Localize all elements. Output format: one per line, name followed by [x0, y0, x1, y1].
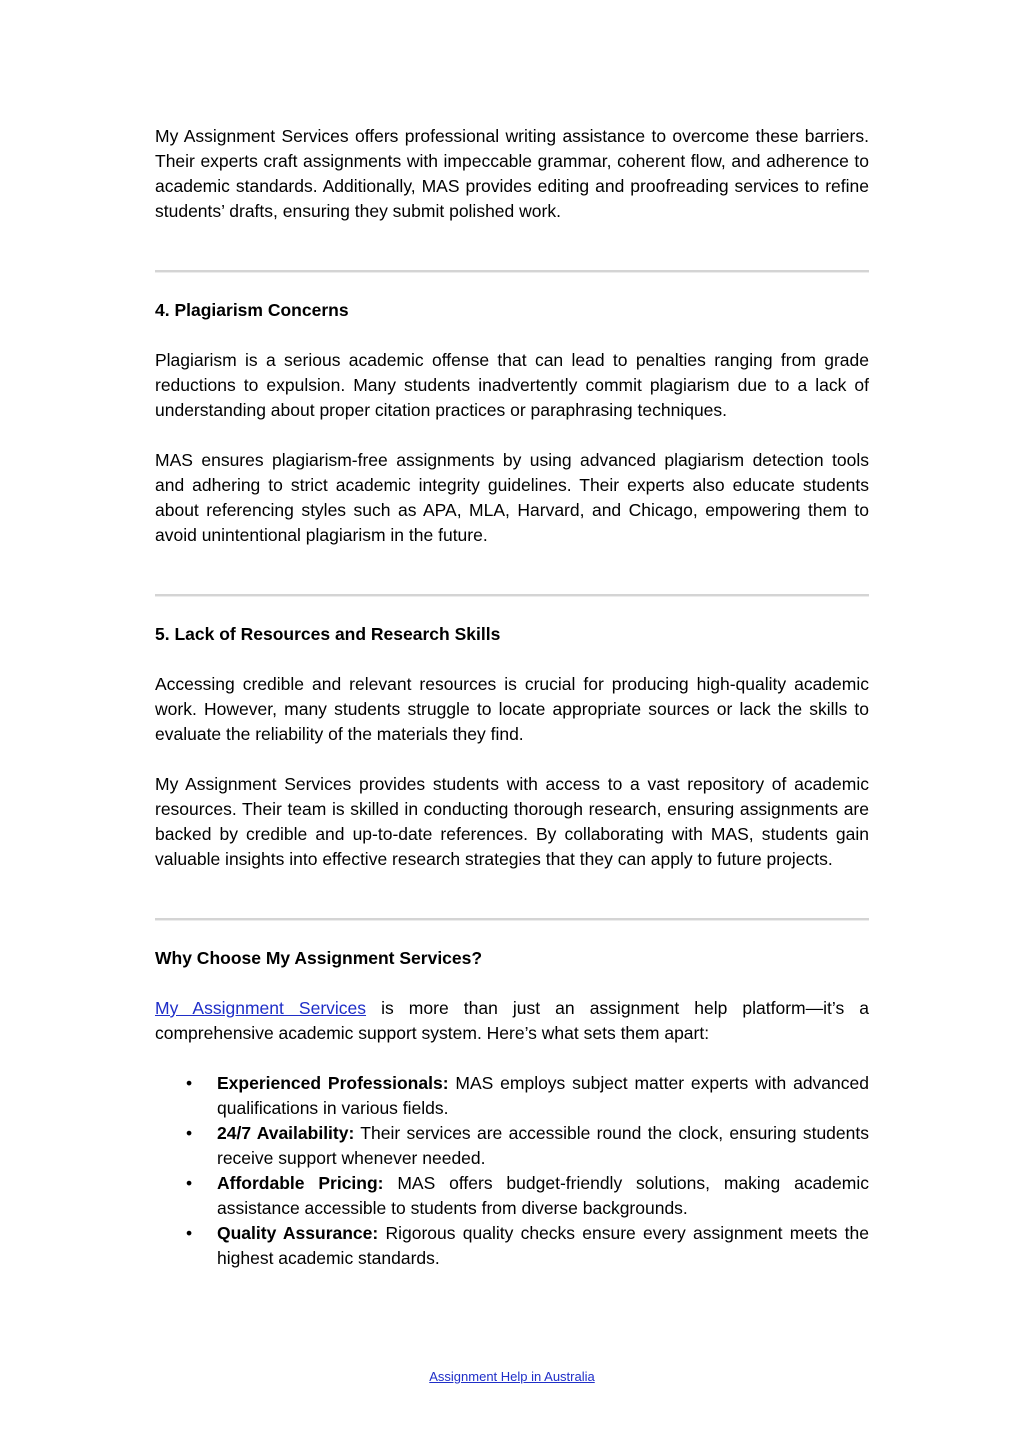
section-divider [155, 248, 869, 298]
section-divider [155, 572, 869, 622]
why-choose-intro-text: is more than just an assignment help platform—it’s a comprehensive academic support system. Here’s what sets them apart: [155, 998, 869, 1043]
feature-text: Their services are accessible round the clock, ensuring students receive support whenever needed. [217, 1123, 869, 1168]
page-footer [0, 1368, 1024, 1386]
list-item [155, 1171, 869, 1221]
section-heading-resources: 5. Lack of Resources and Research Skills [155, 624, 501, 644]
bullet-icon: • [186, 1173, 193, 1193]
features-list [155, 1071, 869, 1271]
list-item [155, 1121, 869, 1171]
feature-label: 24/7 Availability: [217, 1123, 355, 1143]
bullet-icon: • [186, 1123, 193, 1143]
section-heading-why-choose: Why Choose My Assignment Services? [155, 948, 483, 968]
resources-paragraph-2: My Assignment Services provides students with access to a vast repository of academic resources. Their team is skilled in conducting thorough research, ensuring assignments are backed by credible and up-to-date references. By collaborating with MAS, students gain valuable insights into effective research strategies that they can apply to future projects. [155, 774, 869, 869]
resources-paragraph-1: Accessing credible and relevant resources is crucial for producing high-quality academic work. However, many students struggle to locate appropriate sources or lack the skills to evaluate the reliability of the materials they find. [155, 674, 869, 744]
plagiarism-paragraph-1: Plagiarism is a serious academic offense that can lead to penalties ranging from grade reductions to expulsion. Many students inadvertently commit plagiarism due to a lack of understanding about proper citation practices or paraphrasing techniques. [155, 350, 869, 420]
feature-label: Quality Assurance: [217, 1223, 379, 1243]
document-page [155, 124, 869, 1271]
bullet-icon: • [186, 1223, 193, 1243]
plagiarism-paragraph-2: MAS ensures plagiarism-free assignments by using advanced plagiarism detection tools and adhering to strict academic integrity guidelines. Their experts also educate students about referencing styles such as APA, MLA, Harvard, and Chicago, empowering them to avoid unintentional plagiarism in the future. [155, 450, 869, 545]
list-item [155, 1221, 869, 1271]
feature-text: Rigorous quality checks ensure every assignment meets the highest academic standards. [217, 1223, 869, 1268]
section-heading-plagiarism: 4. Plagiarism Concerns [155, 300, 349, 320]
bullet-icon: • [186, 1073, 193, 1093]
intro-paragraph: My Assignment Services offers professional writing assistance to overcome these barriers. Their experts craft assignments with impeccable grammar, coherent flow, and adherence to academic standards. Additionally, MAS provides editing and proofreading services to refine students’ drafts, ensuring they submit polished work. [155, 126, 869, 221]
feature-text: MAS employs subject matter experts with advanced qualifications in various fields. [217, 1073, 869, 1118]
feature-text: MAS offers budget-friendly solutions, making academic assistance accessible to students from diverse backgrounds. [217, 1173, 869, 1218]
feature-label: Affordable Pricing: [217, 1173, 384, 1193]
feature-label: Experienced Professionals: [217, 1073, 449, 1093]
why-choose-intro [155, 996, 869, 1046]
my-assignment-services-link[interactable]: My Assignment Services [155, 998, 367, 1018]
section-divider [155, 896, 869, 946]
footer-link[interactable]: Assignment Help in Australia [429, 1369, 595, 1384]
list-item [155, 1071, 869, 1121]
